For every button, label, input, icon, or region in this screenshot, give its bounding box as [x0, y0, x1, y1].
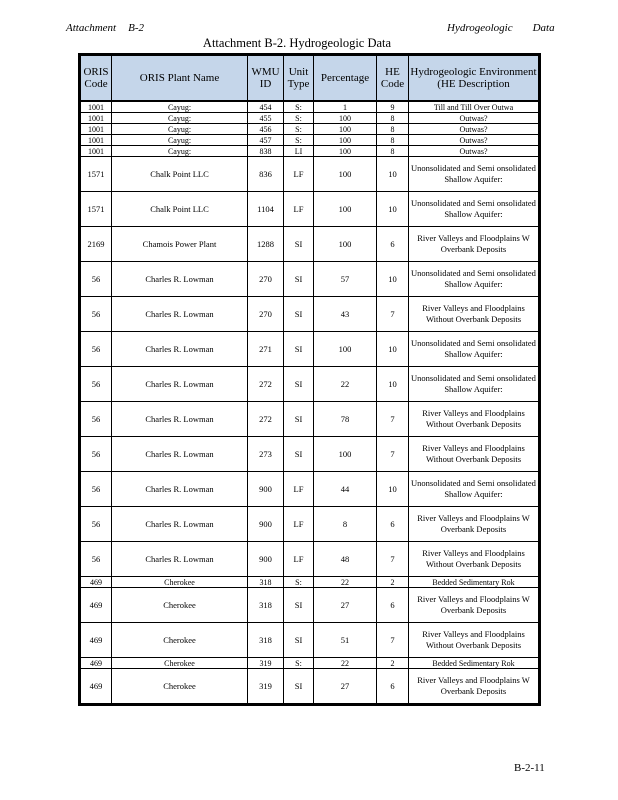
- table-row: [80, 192, 540, 227]
- cell-unit-type: SI: [284, 332, 314, 367]
- cell-oris-code: 469: [80, 658, 112, 669]
- cell-unit-type: SI: [284, 588, 314, 623]
- cell-unit-type: S:: [284, 658, 314, 669]
- cell-he-description: River Valleys and Floodplains Without Overbank Deposits: [409, 623, 540, 658]
- cell-percentage: 100: [314, 227, 377, 262]
- cell-he-code: 7: [377, 402, 409, 437]
- cell-he-code: 7: [377, 297, 409, 332]
- cell-wmu-id: 1104: [248, 192, 284, 227]
- running-header-left: [66, 22, 144, 34]
- cell-percentage: 22: [314, 577, 377, 588]
- cell-unit-type: SI: [284, 367, 314, 402]
- cell-oris-code: 469: [80, 588, 112, 623]
- cell-he-code: 10: [377, 332, 409, 367]
- cell-oris-code: 1001: [80, 135, 112, 146]
- cell-he-description: River Valleys and Floodplains Without Overbank Deposits: [409, 402, 540, 437]
- cell-he-code: 8: [377, 146, 409, 157]
- cell-he-description: Unonsolidated and Semi onsolidated Shallow Aquifer:: [409, 472, 540, 507]
- table-row: [80, 113, 540, 124]
- cell-unit-type: SI: [284, 437, 314, 472]
- cell-percentage: 100: [314, 192, 377, 227]
- table-row: [80, 146, 540, 157]
- cell-percentage: 100: [314, 135, 377, 146]
- cell-unit-type: SI: [284, 402, 314, 437]
- col-header-wmu-id: WMU ID: [248, 55, 284, 102]
- cell-he-description: Outwas?: [409, 135, 540, 146]
- table-row: [80, 157, 540, 192]
- cell-wmu-id: 272: [248, 367, 284, 402]
- cell-oris-code: 56: [80, 542, 112, 577]
- cell-plant-name: Charles R. Lowman: [112, 297, 248, 332]
- cell-oris-code: 56: [80, 332, 112, 367]
- cell-wmu-id: 900: [248, 507, 284, 542]
- cell-plant-name: Cherokee: [112, 658, 248, 669]
- cell-percentage: 100: [314, 113, 377, 124]
- cell-he-description: Outwas?: [409, 146, 540, 157]
- table-row: [80, 135, 540, 146]
- cell-he-description: River Valleys and Floodplains W Overbank Deposits: [409, 507, 540, 542]
- running-header-right: [447, 22, 555, 34]
- cell-plant-name: Charles R. Lowman: [112, 437, 248, 472]
- cell-oris-code: 56: [80, 472, 112, 507]
- table-row: [80, 227, 540, 262]
- cell-oris-code: 1571: [80, 192, 112, 227]
- cell-wmu-id: 455: [248, 113, 284, 124]
- header-attachment-label: Attachment: [66, 22, 117, 34]
- table-row: [80, 437, 540, 472]
- cell-he-description: River Valleys and Floodplains Without Overbank Deposits: [409, 437, 540, 472]
- cell-oris-code: 469: [80, 577, 112, 588]
- cell-oris-code: 56: [80, 367, 112, 402]
- cell-he-description: Outwas?: [409, 113, 540, 124]
- cell-wmu-id: 273: [248, 437, 284, 472]
- cell-percentage: 48: [314, 542, 377, 577]
- col-header-he-description: Hydrogeologic Environment (HE Description: [409, 55, 540, 102]
- col-header-percentage: Percentage: [314, 55, 377, 102]
- cell-he-code: 2: [377, 658, 409, 669]
- cell-percentage: 57: [314, 262, 377, 297]
- cell-he-code: 10: [377, 192, 409, 227]
- cell-percentage: 43: [314, 297, 377, 332]
- cell-unit-type: SI: [284, 227, 314, 262]
- cell-oris-code: 469: [80, 623, 112, 658]
- cell-unit-type: SI: [284, 297, 314, 332]
- cell-he-code: 10: [377, 262, 409, 297]
- table-row: [80, 623, 540, 658]
- cell-wmu-id: 454: [248, 101, 284, 113]
- cell-he-code: 6: [377, 507, 409, 542]
- cell-he-code: 6: [377, 227, 409, 262]
- cell-unit-type: LF: [284, 157, 314, 192]
- cell-plant-name: Charles R. Lowman: [112, 542, 248, 577]
- table-row: [80, 124, 540, 135]
- cell-unit-type: S:: [284, 113, 314, 124]
- cell-he-code: 10: [377, 367, 409, 402]
- table-row: [80, 472, 540, 507]
- table-body: [80, 101, 540, 705]
- cell-wmu-id: 838: [248, 146, 284, 157]
- cell-oris-code: 1571: [80, 157, 112, 192]
- table-row: [80, 262, 540, 297]
- cell-wmu-id: 271: [248, 332, 284, 367]
- cell-he-description: Unonsolidated and Semi onsolidated Shallow Aquifer:: [409, 157, 540, 192]
- col-header-oris-code: ORIS Code: [80, 55, 112, 102]
- cell-percentage: 100: [314, 157, 377, 192]
- cell-he-code: 10: [377, 472, 409, 507]
- page-number: B-2-11: [514, 762, 545, 774]
- cell-plant-name: Charles R. Lowman: [112, 472, 248, 507]
- cell-he-code: 7: [377, 437, 409, 472]
- header-section-label: Hydrogeologic: [447, 22, 513, 34]
- cell-wmu-id: 1288: [248, 227, 284, 262]
- cell-unit-type: LF: [284, 472, 314, 507]
- cell-wmu-id: 318: [248, 623, 284, 658]
- cell-wmu-id: 272: [248, 402, 284, 437]
- cell-wmu-id: 319: [248, 658, 284, 669]
- cell-oris-code: 56: [80, 402, 112, 437]
- col-header-plant-name: ORIS Plant Name: [112, 55, 248, 102]
- cell-wmu-id: 836: [248, 157, 284, 192]
- cell-unit-type: LF: [284, 507, 314, 542]
- cell-plant-name: Chalk Point LLC: [112, 192, 248, 227]
- cell-wmu-id: 900: [248, 472, 284, 507]
- cell-oris-code: 1001: [80, 101, 112, 113]
- cell-unit-type: S:: [284, 101, 314, 113]
- cell-percentage: 51: [314, 623, 377, 658]
- cell-plant-name: Cayug:: [112, 135, 248, 146]
- cell-he-description: Bedded Sedimentary Rok: [409, 658, 540, 669]
- cell-percentage: 22: [314, 367, 377, 402]
- header-attachment-ref: B-2: [128, 22, 144, 34]
- cell-he-description: Unonsolidated and Semi onsolidated Shallow Aquifer:: [409, 192, 540, 227]
- cell-he-description: Till and Till Over Outwa: [409, 101, 540, 113]
- cell-wmu-id: 318: [248, 588, 284, 623]
- cell-plant-name: Cherokee: [112, 588, 248, 623]
- cell-plant-name: Cayug:: [112, 113, 248, 124]
- cell-percentage: 78: [314, 402, 377, 437]
- cell-unit-type: SI: [284, 669, 314, 705]
- cell-oris-code: 1001: [80, 113, 112, 124]
- cell-he-code: 8: [377, 135, 409, 146]
- cell-unit-type: S:: [284, 124, 314, 135]
- col-header-unit-type: Unit Type: [284, 55, 314, 102]
- cell-wmu-id: 270: [248, 262, 284, 297]
- table-row: [80, 669, 540, 705]
- cell-plant-name: Charles R. Lowman: [112, 402, 248, 437]
- cell-he-description: Unonsolidated and Semi onsolidated Shallow Aquifer:: [409, 262, 540, 297]
- cell-wmu-id: 457: [248, 135, 284, 146]
- cell-unit-type: LF: [284, 192, 314, 227]
- cell-plant-name: Charles R. Lowman: [112, 262, 248, 297]
- table-row: [80, 297, 540, 332]
- cell-he-description: River Valleys and Floodplains W Overbank Deposits: [409, 227, 540, 262]
- cell-he-code: 7: [377, 623, 409, 658]
- cell-unit-type: LI: [284, 146, 314, 157]
- table-row: [80, 658, 540, 669]
- cell-oris-code: 56: [80, 262, 112, 297]
- cell-he-description: River Valleys and Floodplains Without Overbank Deposits: [409, 297, 540, 332]
- cell-oris-code: 2169: [80, 227, 112, 262]
- cell-percentage: 1: [314, 101, 377, 113]
- cell-unit-type: S:: [284, 135, 314, 146]
- cell-unit-type: SI: [284, 623, 314, 658]
- cell-plant-name: Cayug:: [112, 124, 248, 135]
- cell-plant-name: Chalk Point LLC: [112, 157, 248, 192]
- table-row: [80, 402, 540, 437]
- cell-unit-type: LF: [284, 542, 314, 577]
- table-header-row: [80, 55, 540, 102]
- cell-oris-code: 1001: [80, 124, 112, 135]
- cell-he-code: 8: [377, 113, 409, 124]
- cell-he-description: Bedded Sedimentary Rok: [409, 577, 540, 588]
- cell-percentage: 27: [314, 588, 377, 623]
- cell-wmu-id: 319: [248, 669, 284, 705]
- cell-wmu-id: 318: [248, 577, 284, 588]
- cell-oris-code: 56: [80, 507, 112, 542]
- cell-plant-name: Cherokee: [112, 623, 248, 658]
- col-header-he-code: HE Code: [377, 55, 409, 102]
- cell-he-code: 7: [377, 542, 409, 577]
- cell-plant-name: Charles R. Lowman: [112, 367, 248, 402]
- cell-oris-code: 56: [80, 297, 112, 332]
- cell-he-description: River Valleys and Floodplains W Overbank Deposits: [409, 588, 540, 623]
- cell-he-code: 10: [377, 157, 409, 192]
- cell-percentage: 100: [314, 437, 377, 472]
- table-row: [80, 577, 540, 588]
- cell-he-code: 6: [377, 669, 409, 705]
- cell-plant-name: Chamois Power Plant: [112, 227, 248, 262]
- table-row: [80, 332, 540, 367]
- cell-plant-name: Cayug:: [112, 146, 248, 157]
- table-row: [80, 588, 540, 623]
- cell-plant-name: Cherokee: [112, 577, 248, 588]
- table-row: [80, 367, 540, 402]
- cell-unit-type: SI: [284, 262, 314, 297]
- cell-oris-code: 56: [80, 437, 112, 472]
- header-section-word: Data: [532, 22, 555, 34]
- table-row: [80, 101, 540, 113]
- cell-oris-code: 469: [80, 669, 112, 705]
- cell-wmu-id: 270: [248, 297, 284, 332]
- cell-unit-type: S:: [284, 577, 314, 588]
- cell-he-description: River Valleys and Floodplains W Overbank Deposits: [409, 669, 540, 705]
- cell-plant-name: Charles R. Lowman: [112, 507, 248, 542]
- cell-he-description: Unonsolidated and Semi onsolidated Shallow Aquifer:: [409, 332, 540, 367]
- cell-percentage: 100: [314, 124, 377, 135]
- cell-percentage: 100: [314, 146, 377, 157]
- cell-he-code: 8: [377, 124, 409, 135]
- cell-wmu-id: 900: [248, 542, 284, 577]
- table-row: [80, 542, 540, 577]
- cell-he-description: River Valleys and Floodplains Without Overbank Deposits: [409, 542, 540, 577]
- cell-he-description: Outwas?: [409, 124, 540, 135]
- cell-he-description: Unonsolidated and Semi onsolidated Shallow Aquifer:: [409, 367, 540, 402]
- cell-he-code: 2: [377, 577, 409, 588]
- cell-plant-name: Charles R. Lowman: [112, 332, 248, 367]
- table-row: [80, 507, 540, 542]
- cell-he-code: 6: [377, 588, 409, 623]
- cell-percentage: 22: [314, 658, 377, 669]
- cell-percentage: 8: [314, 507, 377, 542]
- hydrogeologic-data-table: [78, 53, 541, 706]
- cell-percentage: 44: [314, 472, 377, 507]
- cell-wmu-id: 456: [248, 124, 284, 135]
- cell-plant-name: Cherokee: [112, 669, 248, 705]
- cell-percentage: 27: [314, 669, 377, 705]
- cell-plant-name: Cayug:: [112, 101, 248, 113]
- cell-percentage: 100: [314, 332, 377, 367]
- page-title: [0, 36, 618, 51]
- cell-oris-code: 1001: [80, 146, 112, 157]
- page-title-text: Attachment B-2. Hydrogeologic Data: [202, 36, 392, 50]
- cell-he-code: 9: [377, 101, 409, 113]
